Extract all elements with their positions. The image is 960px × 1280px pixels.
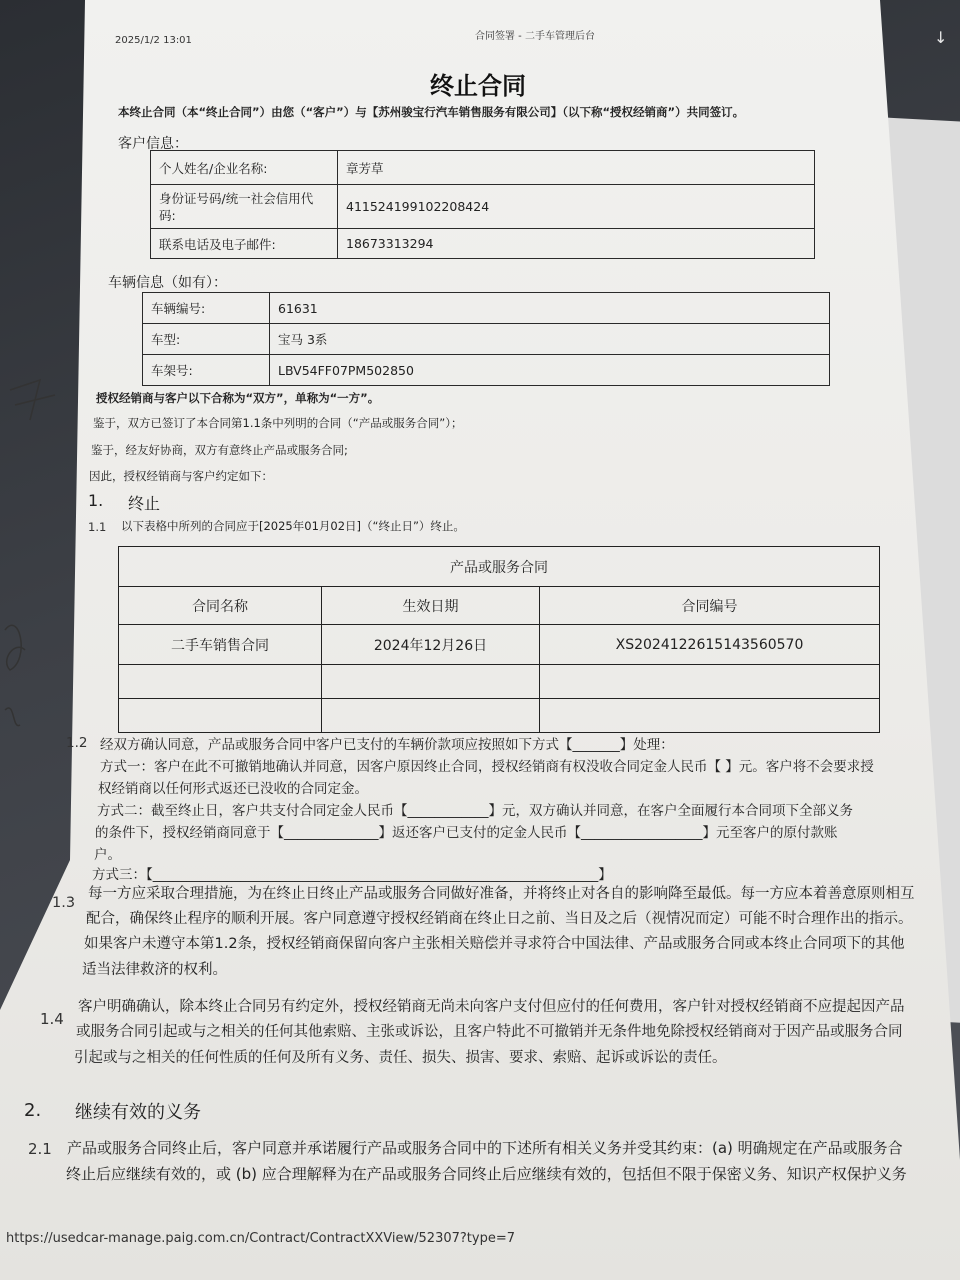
table-cell: [540, 699, 880, 733]
clause-1-2-line: 权经销商以任何形式返还已没收的合同定金。: [98, 781, 368, 797]
table-row: [151, 229, 815, 259]
intro-paragraph: 本终止合同（本“终止合同”）由您（“客户”）与【苏州骏宝行汽车销售服务有限公司】（以下称“授权经销商”）共同签订。: [118, 105, 745, 119]
clause-1-2-line: 经双方确认同意，产品或服务合同中客户已支付的车辆价款项应按照如下方式【_______】处理：: [100, 737, 674, 753]
section-1-number: 1.: [88, 491, 104, 510]
clause-2-1-line: 终止后应继续有效的，或 (b) 应合理解释为在产品或服务合同终止后应继续有效的，包括但不限于保密义务、知识产权保护义务: [66, 1165, 907, 1183]
clause-1-2-line: 的条件下，授权经销商同意于【______________】返还客户已支付的定金人民币【__________________】元至客户的原付款账: [95, 825, 838, 841]
clause-1-2-line: 方式二：截至终止日，客户共支付合同定金人民币【____________】元，双方确认并同意，在客户全面履行本合同项下全部义务: [97, 803, 853, 819]
table-caption-row: [119, 547, 880, 587]
table-row: [143, 293, 830, 324]
clause-1-1-number: 1.1: [88, 520, 107, 534]
table-cell: [540, 665, 880, 699]
table-cell: [322, 699, 540, 733]
clause-1-4-line: 引起或与之相关的任何性质的任何及所有义务、责任、损失、损害、要求、索赔、起诉或诉讼的责任。: [74, 1050, 727, 1066]
page-title: 终止合同: [430, 72, 526, 100]
clause-2-1-line: 产品或服务合同终止后，客户同意并承诺履行产品或服务合同中的下述所有相关义务并受其约束：(a) 明确规定在产品或服务合: [67, 1139, 903, 1157]
footer-url: https://usedcar-manage.paig.com.cn/Contract/ContractXXView/52307?type=7: [6, 1231, 515, 1246]
contract-list-table: [118, 546, 880, 733]
cell-value: 宝马 3系: [270, 324, 830, 355]
cell-label: 车辆编号:: [143, 293, 270, 324]
customer-info-heading: 客户信息：: [118, 136, 188, 152]
cell-label: 身份证号码/统一社会信用代码:: [151, 185, 338, 229]
recital-whereas-2: 鉴于，经友好协商，双方有意终止产品或服务合同;: [91, 443, 348, 457]
table-row: [143, 355, 830, 386]
table-cell: [119, 665, 322, 699]
recital-therefore: 因此，授权经销商与客户约定如下：: [89, 469, 273, 483]
cell-value: 章芳草: [338, 151, 815, 185]
clause-1-2-number: 1.2: [66, 735, 88, 751]
clause-1-3-line: 如果客户未遵守本第1.2条，授权经销商保留向客户主张相关赔偿并寻求符合中国法律、产品或服务合同或本终止合同项下的其他: [84, 936, 905, 952]
cell-label: 联系电话及电子邮件:: [151, 229, 338, 259]
table-caption: 产品或服务合同: [119, 547, 880, 587]
clause-2-1-number: 2.1: [28, 1140, 52, 1158]
clause-1-3-line: 配合，确保终止程序的顺利开展。客户同意遵守授权经销商在终止日之前、当日及之后（视情况而定）可能不时合理作出的指示。: [86, 911, 913, 927]
table-cell: [322, 665, 540, 699]
table-cell: 2024年12月26日: [322, 625, 540, 665]
clause-1-3-line: 适当法律救济的权利。: [82, 962, 227, 978]
cell-value: 411524199102208424: [338, 185, 815, 229]
clause-1-2-line: 户。: [94, 847, 121, 863]
table-header-row: [119, 587, 880, 625]
cell-label: 车架号:: [143, 355, 270, 386]
clause-1-4-line: 客户明确确认，除本终止合同另有约定外，授权经销商无尚未向客户支付但应付的任何费用，客户针对授权经销商不应提起因产品: [78, 999, 905, 1015]
cell-value: 61631: [270, 293, 830, 324]
table-row: [119, 699, 880, 733]
cell-value: LBV54FF07PM502850: [270, 355, 830, 386]
clause-1-3-number: 1.3: [52, 895, 76, 911]
recital-whereas-1: 鉴于，双方已签订了本合同第1.1条中列明的合同（“产品或服务合同”）；: [93, 416, 463, 430]
clause-1-2-line: 方式三：【__________________________________________________________________】: [92, 867, 612, 883]
clause-1-2-line: 方式一：客户在此不可撤销地确认并同意，因客户原因终止合同，授权经销商有权没收合同定金人民币【 】元。客户将不会要求授: [100, 759, 874, 775]
customer-info-table: [150, 150, 815, 259]
print-page-title: 合同签署 - 二手车管理后台: [475, 31, 595, 42]
clause-1-4-line: 或服务合同引起或与之相关的任何其他索赔、主张或诉讼，且客户特此不可撤销并无条件地免除授权经销商对于因产品或服务合同: [76, 1024, 903, 1040]
clause-1-1-text: 以下表格中所列的合同应于[2025年01月02日]（“终止日”）终止。: [121, 519, 465, 533]
section-2-title: 继续有效的义务: [75, 1102, 201, 1123]
clause-1-4-number: 1.4: [40, 1010, 64, 1028]
clause-1-3-line: 每一方应采取合理措施，为在终止日终止产品或服务合同做好准备，并将终止对各自的影响降至最低。每一方应本着善意原则相互: [88, 886, 915, 902]
table-row: [151, 185, 815, 229]
table-row: [151, 151, 815, 185]
vehicle-info-heading: 车辆信息（如有）：: [108, 275, 227, 291]
cell-label: 车型:: [143, 324, 270, 355]
table-row: [143, 324, 830, 355]
table-cell: XS2024122615143560570: [540, 625, 880, 665]
section-1-title: 终止: [128, 494, 161, 513]
vehicle-info-table: [142, 292, 830, 386]
table-row: [119, 625, 880, 665]
cell-label: 个人姓名/企业名称:: [151, 151, 338, 185]
section-2-number: 2.: [24, 1100, 42, 1121]
cell-value: 18673313294: [338, 229, 815, 259]
down-arrow-icon[interactable]: ↓: [934, 28, 948, 47]
column-header: 生效日期: [322, 587, 540, 625]
table-cell: 二手车销售合同: [119, 625, 322, 665]
table-cell: [119, 699, 322, 733]
table-row: [119, 665, 880, 699]
print-datetime: 2025/1/2 13:01: [115, 35, 192, 46]
column-header: 合同名称: [119, 587, 322, 625]
recital-parties: 授权经销商与客户以下合称为“双方”，单称为“一方”。: [96, 391, 380, 405]
column-header: 合同编号: [540, 587, 880, 625]
